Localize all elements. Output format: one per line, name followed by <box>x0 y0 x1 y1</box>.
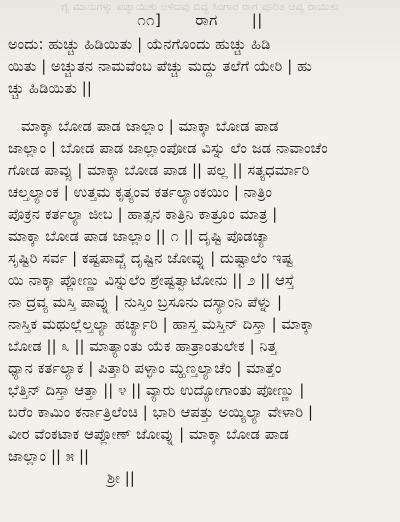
intro-paragraph <box>8 34 392 100</box>
song-line: ನಾಸ್ತಿಕ ಮಥುಲ್ಲೆಲ್ತಲ್ಯಾ ಹರ್ಚ್ಯಾರಿ | ಹಾಸ್ತ ಮಸ್ತಿನ್ ದಿಸ್ತಾ | ಮಾಕ್ಕಾ <box>8 316 314 333</box>
intro-line: ಅಂದು: ಹುಚ್ಚು ಹಿಡಿಯಿತು | ಯೆನಗೊಂದು ಹುಚ್ಚು ಹಿಡಿ <box>8 36 271 53</box>
raga-label: ರಾಗ <box>195 11 218 29</box>
song-line: ಬೋಡ || ೩ || ಮಾತ್ಯಾಂತು ಯೆಕ ಹಾತ್ರಾಂತುಲೇಕ | ನಿತ್ತ <box>8 338 277 355</box>
song-line: ಯಿ ನಾಕ್ಕಾ ಪ್ಲೋಣ್ಣು ವಿಸ್ನುಲೆಂ ಶ್ರೇಷ್ಟತ್ವಾಟೋನು || ೨ || ಆಸ್ತೆ <box>8 272 295 289</box>
intro-line: ಯಿತು | ಅಚ್ಚುತನ ನಾಮವೆಂಬ ಪೆಚ್ಚು ಮದ್ದು ತಲೆಗೆ ಯೇರಿ | ಹು <box>8 58 313 75</box>
song-line: ಸೃಷ್ಟಿರಿ ಸರ್ವ | ಕಷ್ಟಪಾವ್ಚೆ ದೃಷ್ಟಿನ ಜೋವ್ನು | ದುಷ್ಟಾಲೆಂ ಇಷ್ಟ <box>8 250 293 267</box>
song-line: ಚಲ್ತಲ್ಯಾಂಕ | ಉತ್ತಮ ಕೃತ್ಯಂವ ಕರ್ತಲ್ಯಾಂಕಯಿಂ | ನಾತ್ರಿಂ <box>8 184 273 201</box>
song-line: ವೀರ ವೆಂಕಟಾಕ ಆಪ್ಲೋಣ್ ಜೋವ್ನು | ಮಾಕ್ಕಾ ಬೋಡ ಪಾಡ <box>8 426 289 443</box>
song-line: ಗೋಡ ಪಾವ್ಸು | ಮಾಕ್ಕಾ ಬೋಡ ಪಾಡ || ಪಲ್ಲ || ಸತ್ಯಧರ್ಮಾರಿ <box>8 162 310 179</box>
song-line: ಮಾಕ್ಕಾ ಬೋಡ ಪಾಡ ಜಾಲ್ಲಾಂ | ಮಾಕ್ಕಾ ಬೋಡ ಪಾಡ <box>21 118 279 135</box>
song-line: ನಾ ದ್ರವ್ಯ ಮಸ್ತಿ ಪಾವ್ನು | ನುಸ್ತಿಂ ಬ್ರಸೂನು ದಸ್ಯಾಂನಿ ಪೆಳ್ನು | <box>8 294 283 311</box>
song-line: ಜಾಲ್ಲಾಂ || ೫ || <box>8 448 90 465</box>
song-line: ಪೊಕ್ರನ ಕರ್ತಲ್ಯಾ ಜೀಬ | ಹಾತ್ಸನ ಕಾತ್ರಿನಿ ಕಾತ್ರೂಂ ಮಾತ್ರ | <box>8 206 278 223</box>
song-closing-line: ಶ್ರೀ || <box>107 470 135 487</box>
song-line: ಭೆತ್ತಿನ್ ದಿಸ್ತಾ ಆತ್ತಾ || ೪ || ವ್ಯಾರು ಉದ್ಯೋಗಾಂತು ಪೋಣ್ಣು | <box>8 382 305 399</box>
intro-line: ಚ್ಚು ಹಿಡಿಯಿತು || <box>8 80 92 97</box>
song-line: ಬರೆಂ ಕಾಮಿಂ ಕರ್ನಾತ್ರಿಲೆಂಚಿ | ಭಾರಿ ಆಪತ್ತು ಅಯ್ಯಿಲ್ಯಾ ವೇಳಾರಿ | <box>8 404 314 421</box>
song-line: ಮಾಕ್ಕಾ ಬೋಡ ಪಾಡ ಜಾಲ್ಲಾಂ || ೧ || ದೃಷ್ಟಿ ಪೊಡಚ್ಯಾ <box>8 228 271 245</box>
header-end-mark: || <box>251 11 263 29</box>
song-line: ಜಾಲ್ಲಾಂ | ಬೋಡ ಪಾಡ ಜಾಲ್ಲಾಂಪೋಡ ವಿಸ್ನು ಲೆಂ ಜಡ ನಾವಾಂಚೆಂ <box>8 140 328 157</box>
bleed-through-text: ಗ್ಯ ಮಾನುಗಳ್ಕು ಪಡ್ಯಾಯಿತು ಅಳಿದವು ಬಿದ್ದ ಸಿಂಗಾರ ರಾಗ ಪೂರಿತ ಆಪ್ಯ ರಾಯಿತು <box>61 0 339 13</box>
song-line: ಧ್ಯಾನ ಕರ್ತಲ್ಯಾಕ | ಪಿತ್ತಾರಿ ಪಳ್ಳಾಂ ಮ್ಹಣ್ತಲ್ಯಾಚೆಂ | ಮಾತ್ತೆಂ <box>8 360 282 377</box>
song-number: ೧೧] <box>137 11 162 29</box>
song-paragraph <box>8 116 392 490</box>
